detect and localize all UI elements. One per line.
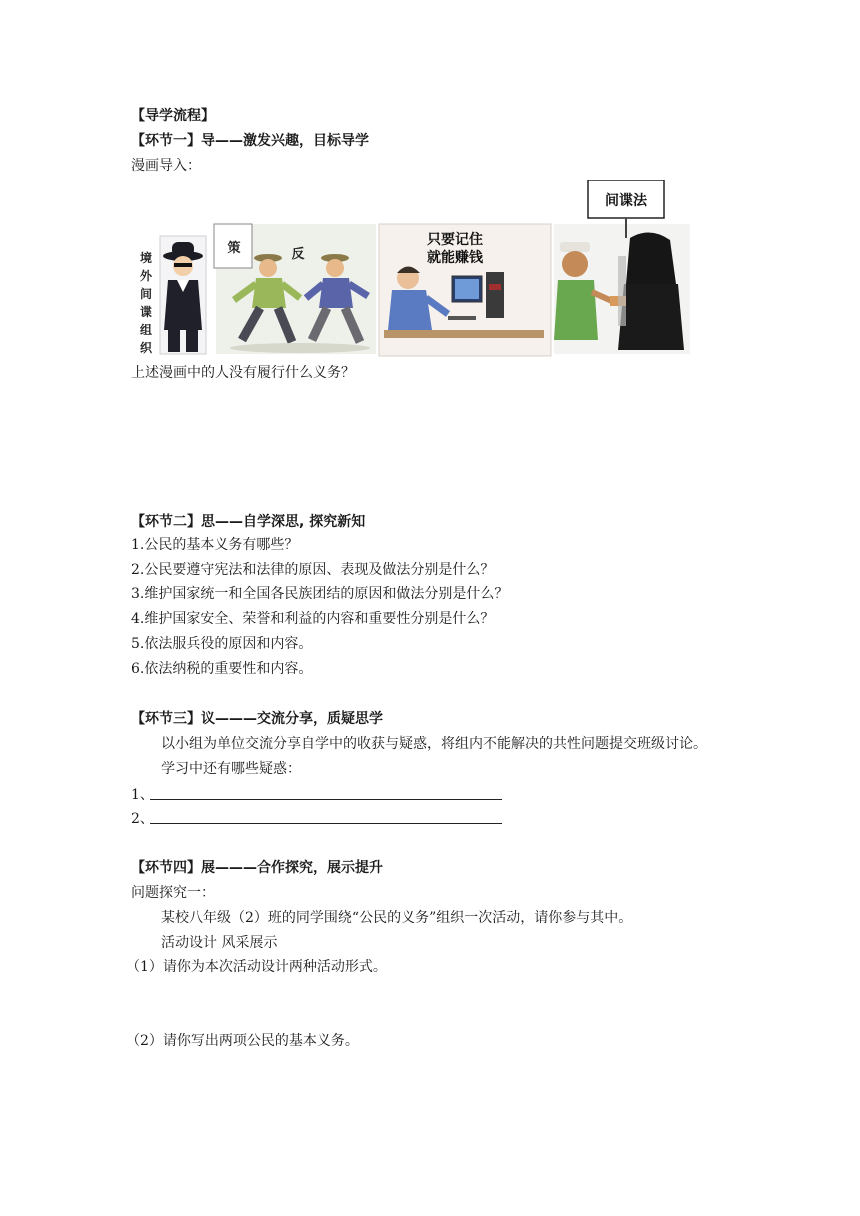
comic-panel-runners (214, 224, 376, 354)
flow-title: 【导学流程】 (131, 108, 215, 124)
list-item: 3.维护国家统一和全国各民族团结的原因和做法分别是什么？ (131, 586, 509, 602)
blank-line-number: 2、 (131, 811, 154, 827)
section1-question: 上述漫画中的人没有履行什么义务？ (131, 365, 355, 381)
section4-subheading: 问题探究一： (131, 885, 215, 901)
list-item: 5.依法服兵役的原因和内容。 (131, 636, 313, 652)
section3-title: 【环节三】议———交流分享，质疑思学 (131, 711, 383, 727)
question-1: （1）请你为本次活动设计两种活动形式。 (126, 959, 387, 975)
comic-panel-handover (554, 180, 690, 354)
comic-panel-computer (379, 224, 551, 356)
list-item: 2.公民要遵守宪法和法律的原因、表现及做法分别是什么？ (131, 562, 495, 578)
panel2-text-left: 策 (227, 241, 241, 256)
vertical-label-char: 境 (139, 251, 153, 265)
comic-panel-spy (140, 236, 206, 355)
section3-paragraph: 以小组为单位交流分享自学中的收获与疑惑，将组内不能解决的共性问题提交班级讨论。 (161, 736, 707, 752)
section4-title: 【环节四】展———合作探究，展示提升 (131, 860, 383, 876)
vertical-label-char: 间 (139, 287, 153, 301)
list-item: 6.依法纳税的重要性和内容。 (131, 661, 313, 677)
panel3-text-line2: 就能赚钱 (427, 250, 483, 266)
section4-paragraph: 某校八年级（2）班的同学围绕“公民的义务”组织一次活动，请你参与其中。 (161, 910, 633, 926)
answer-blank-line[interactable] (150, 799, 502, 800)
section3-prompt: 学习中还有哪些疑惑： (161, 761, 301, 777)
blank-line-number: 1、 (131, 787, 154, 803)
panel2-text-right: 反 (291, 247, 305, 262)
panel4-sign: 间谍法 (605, 193, 647, 209)
vertical-label-char: 组 (139, 323, 153, 337)
vertical-label-char: 织 (139, 341, 153, 355)
list-item: 1.公民的基本义务有哪些？ (131, 537, 299, 553)
question-2: （2）请你写出两项公民的基本义务。 (126, 1033, 359, 1049)
comic-strip (130, 180, 690, 358)
section2-title: 【环节二】思——自学深思, 探究新知 (131, 514, 366, 530)
panel3-text-line1: 只要记住 (427, 232, 483, 248)
vertical-label-char: 外 (139, 269, 153, 283)
section1-intro: 漫画导入： (131, 158, 201, 174)
activity-design-label: 活动设计 风采展示 (161, 935, 278, 951)
section1-title: 【环节一】导——激发兴趣，目标导学 (131, 133, 369, 149)
list-item: 4.维护国家安全、荣誉和利益的内容和重要性分别是什么？ (131, 611, 495, 627)
answer-blank-line[interactable] (150, 823, 502, 824)
vertical-label-char: 谍 (139, 305, 153, 319)
